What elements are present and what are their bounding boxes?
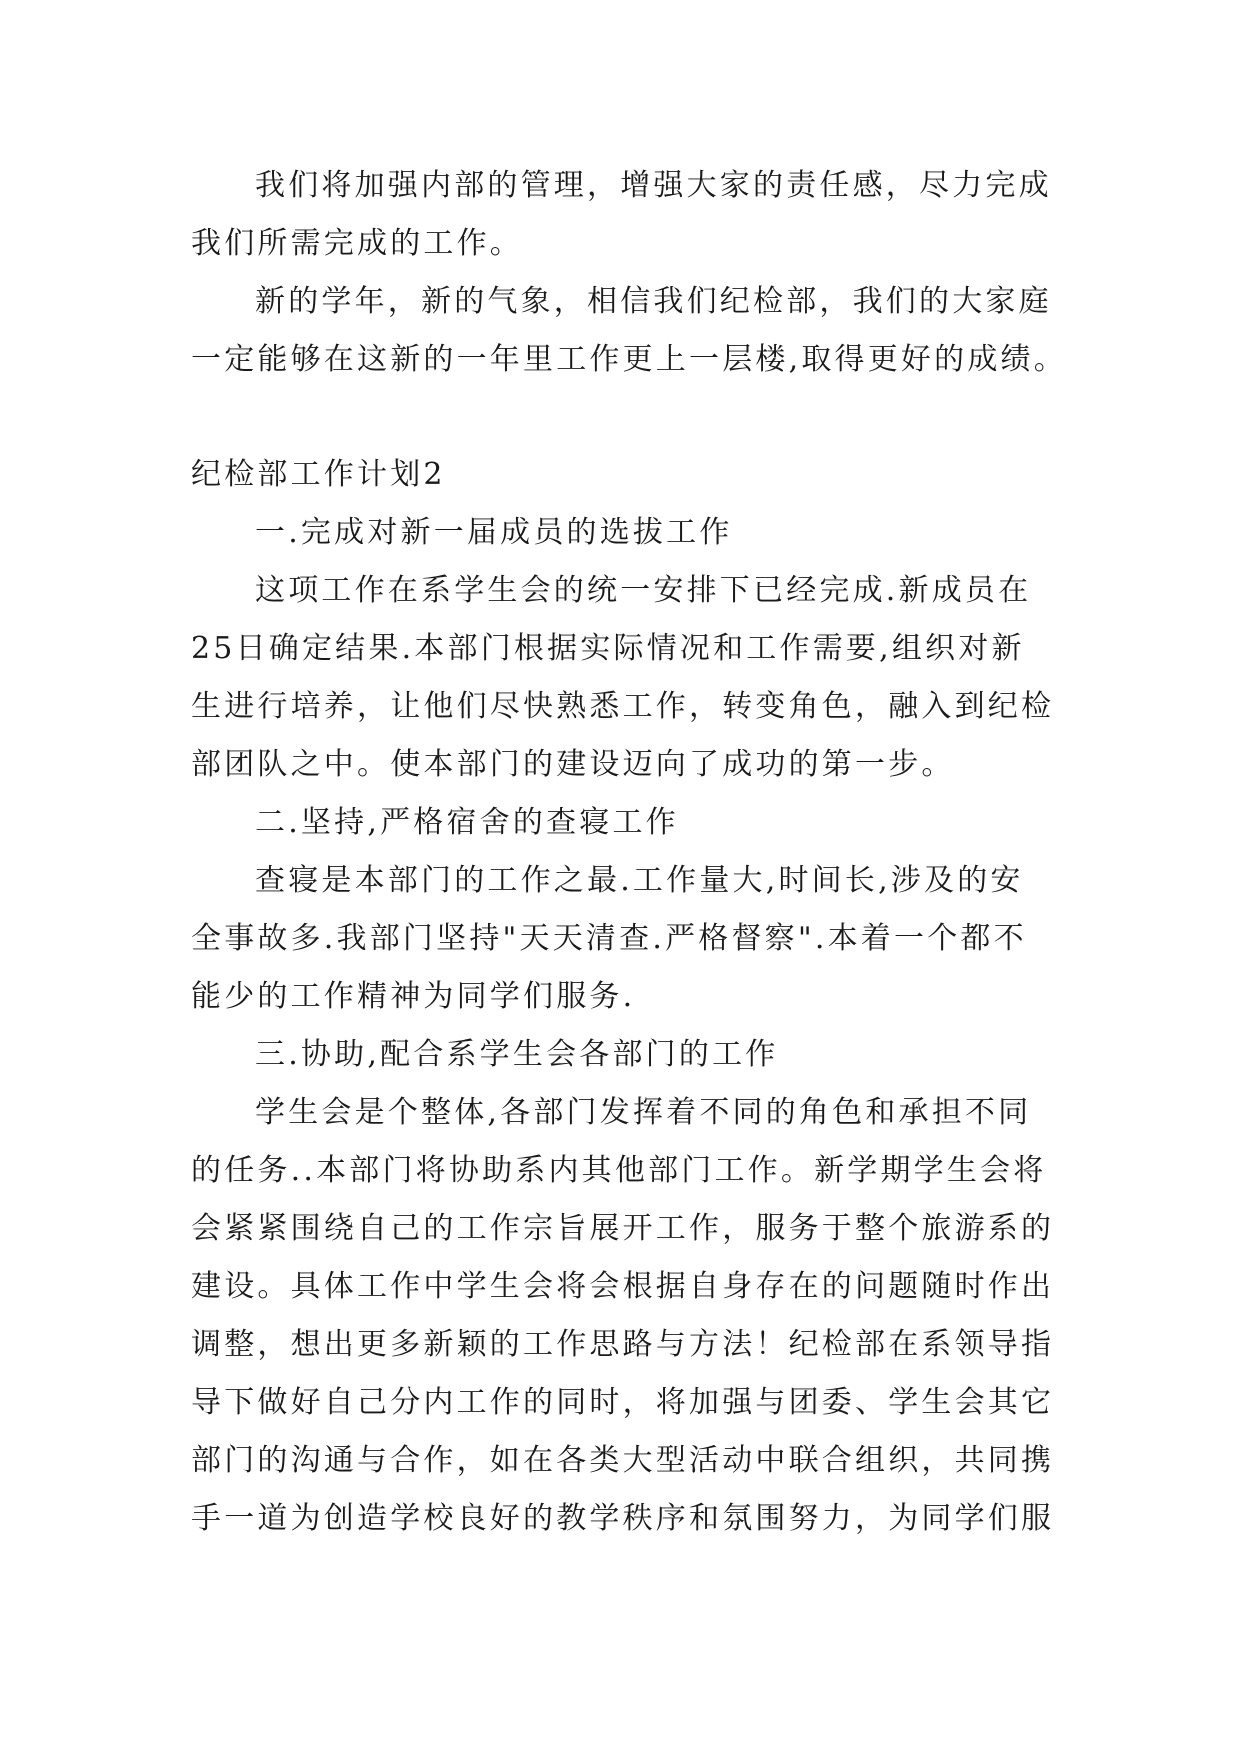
paragraph-line: 部团队之中。使本部门的建设迈向了成功的第一步。: [191, 747, 955, 782]
paragraph-line: 这项工作在系学生会的统一安排下已经完成.新成员在: [255, 573, 1032, 608]
item-heading: 二.坚持,严格宿舍的查寝工作: [255, 805, 679, 840]
paragraph-line: 生进行培养，让他们尽快熟悉工作，转变角色，融入到纪检: [191, 689, 1055, 724]
paragraph-line: 查寝是本部门的工作之最.工作量大,时间长,涉及的安: [255, 863, 1024, 898]
paragraph-line: 部门的沟通与合作，如在各类大型活动中联合组织，共同携: [191, 1443, 1055, 1478]
item-heading: 三.协助,配合系学生会各部门的工作: [255, 1037, 779, 1072]
paragraph-line: 会紧紧围绕自己的工作宗旨展开工作，服务于整个旅游系的: [191, 1211, 1055, 1246]
section-title: 纪检部工作计划2: [191, 457, 446, 492]
paragraph-line: 我们所需完成的工作。: [191, 226, 523, 261]
paragraph-line: 我们将加强内部的管理，增强大家的责任感，尽力完成: [255, 168, 1052, 203]
paragraph-line: 一定能够在这新的一年里工作更上一层楼,取得更好的成绩。: [191, 342, 1067, 377]
paragraph-line: 导下做好自己分内工作的同时，将加强与团委、学生会其它: [191, 1385, 1055, 1420]
paragraph-line: 全事故多.我部门坚持"天天清查.严格督察".本着一个都不: [191, 921, 1027, 956]
paragraph-line: 手一道为创造学校良好的教学秩序和氛围努力，为同学们服: [191, 1501, 1055, 1536]
paragraph-line: 新的学年，新的气象，相信我们纪检部，我们的大家庭: [255, 284, 1052, 319]
item-heading: 一.完成对新一届成员的选拔工作: [255, 515, 733, 550]
paragraph-line: 25日确定结果.本部门根据实际情况和工作需要,组织对新: [191, 631, 1025, 666]
paragraph-line: 建设。具体工作中学生会将会根据自身存在的问题随时作出: [191, 1269, 1055, 1304]
paragraph-line: 学生会是个整体,各部门发挥着不同的角色和承担不同: [255, 1095, 1032, 1130]
paragraph-line: 的任务..本部门将协助系内其他部门工作。新学期学生会将: [191, 1153, 1047, 1188]
paragraph-line: 调整，想出更多新颖的工作思路与方法！纪检部在系领导指: [191, 1327, 1055, 1362]
paragraph-line: 能少的工作精神为同学们服务.: [191, 979, 636, 1014]
